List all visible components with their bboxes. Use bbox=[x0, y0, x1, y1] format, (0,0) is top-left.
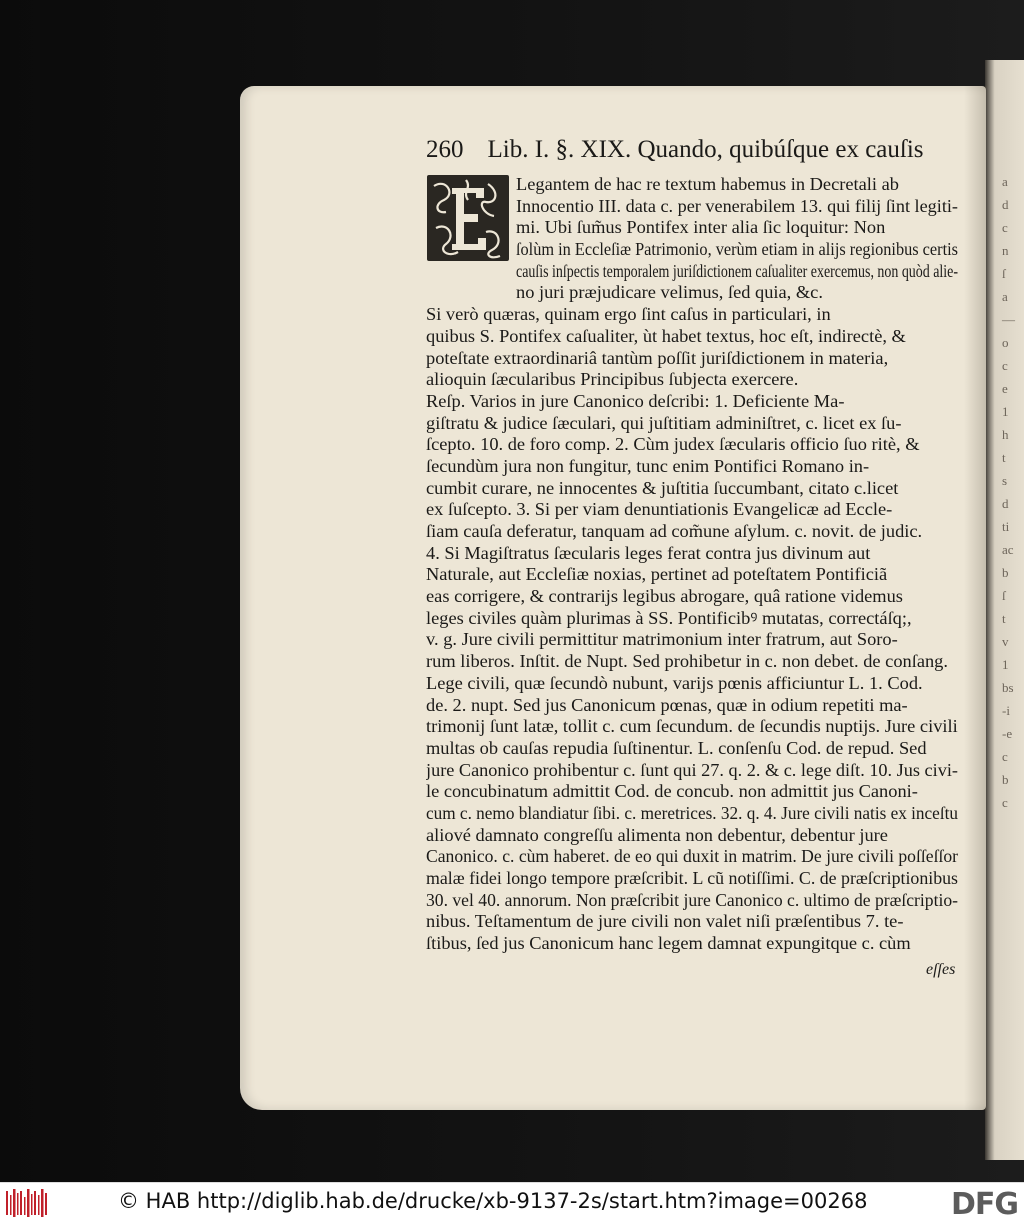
text-line: alioquin ſæcularibus Principibus ſubjecta exercere. bbox=[426, 369, 799, 390]
text-line: 4. Si Magiſtratus ſæcularis leges ferat contra jus divinum aut bbox=[426, 542, 871, 563]
adjacent-fragment: a bbox=[1002, 289, 1008, 304]
adjacent-fragment: t bbox=[1002, 450, 1006, 465]
text-line: rum liberos. Inſtit. de Nupt. Sed prohibetur in c. non debet. de conſang. bbox=[426, 651, 948, 672]
text-line: Canonico. c. cùm haberet. de eo qui duxit in matrim. De jure civili poſſeſſor bbox=[426, 846, 958, 867]
adjacent-page-fragments bbox=[1002, 170, 1024, 990]
adjacent-fragment: c bbox=[1002, 749, 1008, 764]
text-line: Si verò quæras, quinam ergo ſint caſus in particulari, in bbox=[426, 304, 831, 325]
running-header bbox=[426, 136, 966, 164]
adjacent-fragment: t bbox=[1002, 611, 1006, 626]
text-line: Lege civili, quæ ſecundò nubunt, varijs pœnis afficiuntur L. 1. Cod. bbox=[426, 672, 923, 693]
adjacent-fragment: 1 bbox=[1002, 657, 1009, 672]
text-line: aliové damnato congreſſu alimenta non debentur, debentur jure bbox=[426, 824, 888, 845]
body-text bbox=[426, 174, 958, 955]
text-line: mi. Ubi ſum̃us Pontifex inter alia ſic loquitur: Non bbox=[516, 217, 886, 238]
text-line: nibus. Teſtamentum de jure civili non valet niſi præſentibus 7. te- bbox=[426, 911, 904, 932]
text-line: multas ob cauſas repudia ſuſtinentur. L. conſenſu Cod. de repud. Sed bbox=[426, 737, 927, 758]
text-line: ex ſuſcepto. 3. Si per viam denuntiationis Evangelicæ ad Eccle- bbox=[426, 499, 893, 520]
text-line: Legantem de hac re textum habemus in Decretali ab bbox=[516, 174, 899, 194]
text-line: trimonij ſunt latæ, tollit c. cum ſecundum. de ſecundis nuptijs. Jure civili bbox=[426, 716, 958, 737]
adjacent-fragment: ſ bbox=[1002, 266, 1006, 281]
text-line: ſolùm in Eccleſiæ Patrimonio, verùm etiam in alijs regionibus certis bbox=[516, 239, 958, 260]
text-line: no juri præjudicare velimus, ſed quia, &c. bbox=[516, 282, 823, 303]
text-line: Naturale, aut Eccleſiæ noxias, pertinet ad poteſtatem Pontificiã bbox=[426, 564, 888, 585]
page-number: 260 bbox=[426, 136, 464, 163]
adjacent-fragment: c bbox=[1002, 358, 1008, 373]
text-line: eas corrigere, & contrarijs legibus abrogare, quâ ratione videmus bbox=[426, 586, 903, 607]
text-line: jure Canonico prohibentur c. ſunt qui 27. q. 2. & c. lege diſt. 10. Jus civi- bbox=[426, 759, 958, 780]
text-line: de. 2. nupt. Sed jus Canonicum pœnas, quæ in odium repetiti ma- bbox=[426, 694, 908, 715]
adjacent-fragment: ac bbox=[1002, 542, 1014, 557]
adjacent-fragment: b bbox=[1002, 772, 1009, 787]
adjacent-fragment: d bbox=[1002, 197, 1009, 212]
text-line: Reſp. Varios in jure Canonico deſcribi: 1. Deficiente Ma- bbox=[426, 390, 845, 411]
adjacent-fragment: h bbox=[1002, 427, 1009, 442]
hab-barcode-logo-icon bbox=[6, 1189, 48, 1217]
adjacent-fragment: ſ bbox=[1002, 588, 1006, 603]
text-line: giſtratu & judice ſæculari, qui juſtitiam adminiſtret, c. licet ex ſu- bbox=[426, 412, 902, 433]
adjacent-fragment: 1 bbox=[1002, 404, 1009, 419]
adjacent-fragment: ti bbox=[1002, 519, 1010, 534]
adjacent-fragment: bs bbox=[1002, 680, 1014, 695]
adjacent-fragment: c bbox=[1002, 795, 1008, 810]
running-head-title: Lib. I. §. XIX. Quando, quibúſque ex cauſis bbox=[487, 136, 924, 163]
adjacent-fragment: d bbox=[1002, 496, 1009, 511]
adjacent-fragment: e bbox=[1002, 381, 1008, 396]
text-line: le concubinatum admittit Cod. de concub. non admittit jus Canoni- bbox=[426, 781, 918, 802]
adjacent-fragment: -e bbox=[1002, 726, 1013, 741]
text-line: cauſis inſpectis temporalem juriſdictionem caſualiter exercemus, non quòd alie- bbox=[516, 260, 958, 281]
adjacent-fragment: s bbox=[1002, 473, 1008, 488]
text-line: cum c. nemo blandiatur ſibi. c. meretrices. 32. q. 4. Jure civili natis ex inceſtu bbox=[426, 802, 958, 823]
footer-bar bbox=[0, 1182, 1024, 1223]
adjacent-fragment: a bbox=[1002, 174, 1008, 189]
adjacent-fragment: -i bbox=[1002, 703, 1010, 718]
book-page bbox=[240, 86, 986, 1110]
text-line: poteſtate extraordinariâ tantùm poſſit juriſdictionem in materia, bbox=[426, 347, 889, 368]
adjacent-fragment: o bbox=[1002, 335, 1009, 350]
page-gutter-shadow bbox=[964, 86, 986, 1110]
text-line: cumbit curare, ne innocentes & juſtitia ſuccumbant, citato c.licet bbox=[426, 477, 899, 498]
adjacent-fragment: c bbox=[1002, 220, 1008, 235]
adjacent-fragment: b bbox=[1002, 565, 1009, 580]
text-line: quibus S. Pontifex caſualiter, ùt habet textus, hoc eſt, indirectè, & bbox=[426, 325, 906, 346]
text-line: ſecundùm jura non fungitur, tunc enim Pontifici Romano in- bbox=[426, 455, 870, 476]
adjacent-fragment: v bbox=[1002, 634, 1009, 649]
adjacent-fragment: n bbox=[1002, 243, 1009, 258]
text-line: malæ fidei longo tempore præſcribit. L cũ notiſſimi. C. de præſcriptionibus bbox=[426, 868, 958, 888]
text-line: v. g. Jure civili permittitur matrimonium inter fratrum, aut Soro- bbox=[426, 629, 898, 650]
adjacent-fragment: — bbox=[1002, 312, 1015, 327]
text-line: ſtibus, ſed jus Canonicum hanc legem damnat expungitque c. cùm bbox=[426, 933, 911, 954]
text-line: Innocentio III. data c. per venerabilem 13. qui filij ſint legiti- bbox=[516, 195, 958, 216]
text-line: ſcepto. 10. de foro comp. 2. Cùm judex ſæcularis officio ſuo ritè, & bbox=[426, 434, 920, 455]
dfg-logo: DFG bbox=[950, 1187, 1018, 1222]
text-line: ſiam cauſa deferatur, tanquam ad com̃une aſylum. c. novit. de judic. bbox=[426, 521, 923, 541]
footer-credit-link[interactable]: © HAB http://diglib.hab.de/drucke/xb-9137-2s/start.htm?image=00268 bbox=[118, 1189, 868, 1213]
text-line: leges civiles quàm plurimas à SS. Pontificibꝰ mutatas, correctáſq;, bbox=[426, 607, 912, 628]
text-line: 30. vel 40. annorum. Non præſcribit jure Canonico c. ultimo de præſcriptio- bbox=[426, 889, 958, 910]
catchword: eſſes bbox=[926, 961, 956, 978]
